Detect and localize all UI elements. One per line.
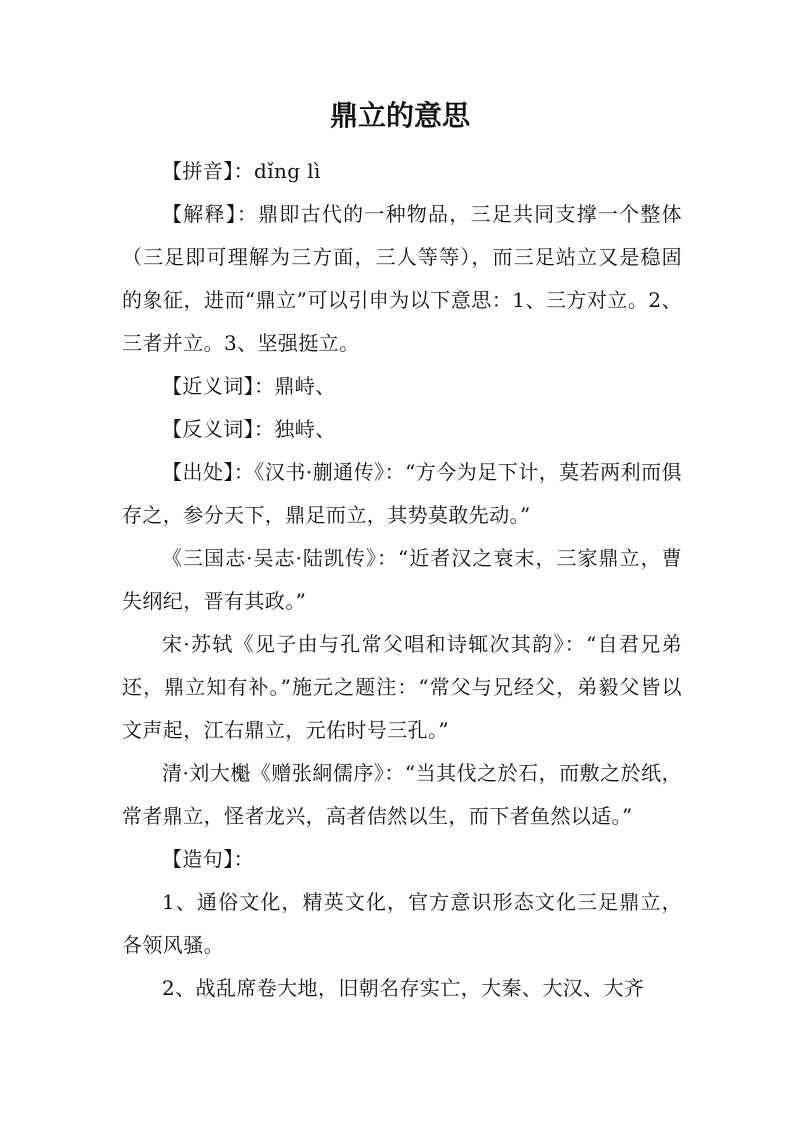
page-title: 鼎立的意思 <box>329 99 470 132</box>
example-sentence: 1、通俗文化，精英文化，官方意识形态文化三足鼎立，各领风骚。 <box>122 890 682 957</box>
document-body <box>122 150 682 1010</box>
example-heading: 【造句】： <box>162 847 254 871</box>
definition-paragraph: 【解释】：鼎即古代的一种物品，三足共同支撑一个整体（三足即可理解为三方面，三人等等），而三足站立又是稳固的象征，进而“鼎立”可以引申为以下意思：1、三方对立。2、三者并立。3、坚强挺立。 <box>122 202 682 355</box>
source-quote-paragraph: 宋·苏轼《见子由与孔常父唱和诗辄次其韵》：“自君兄弟还，鼎立知有补。”施元之题注：“常父与兄经父，弟毅父皆以文声起，江右鼎立，元佑时号三孔。” <box>122 632 682 742</box>
source-quote-paragraph: 《三国志·吴志·陆凯传》：“近者汉之衰末，三家鼎立，曹失纲纪，晋有其政。” <box>122 546 682 613</box>
source-paragraph: 【出处】：《汉书·蒯通传》：“方今为足下计，莫若两利而俱存之，参分天下，鼎足而立，其势莫敢先动。” <box>122 460 682 527</box>
source-quote-paragraph: 清·刘大櫆《赠张絅儒序》：“当其伐之於石，而敷之於纸，常者鼎立，怪者龙兴，高者佶然以生，而下者鱼然以适。” <box>122 761 682 828</box>
antonym-paragraph: 【反义词】：独峙、 <box>162 417 336 441</box>
pinyin-paragraph: 【拼音】：dǐng lì <box>162 159 321 183</box>
example-sentence: 2、战乱席卷大地，旧朝名存实亡，大秦、大汉、大齐 <box>162 976 645 1000</box>
synonym-paragraph: 【近义词】：鼎峙、 <box>162 374 336 398</box>
